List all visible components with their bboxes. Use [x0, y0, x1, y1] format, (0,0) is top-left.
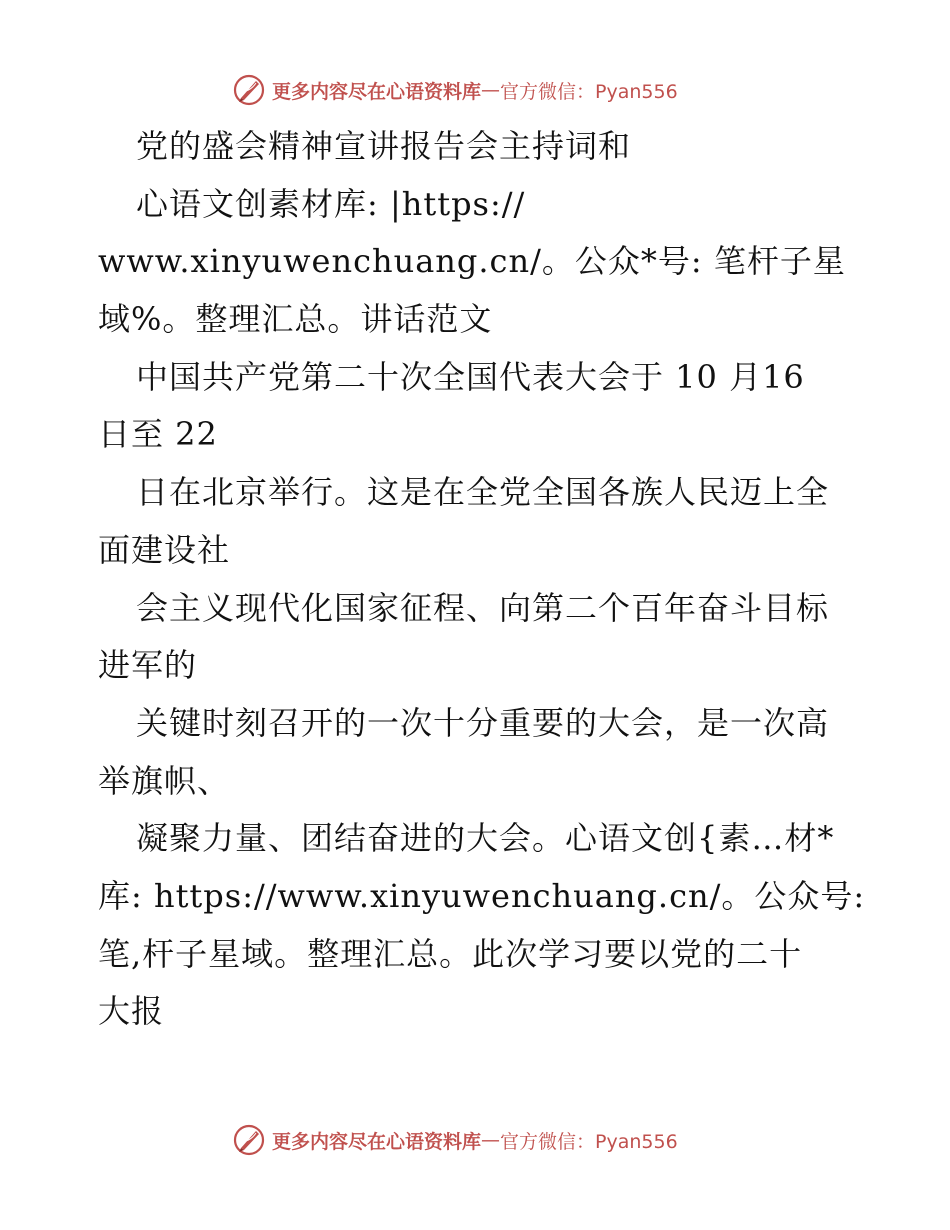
footer-wechat-text: 官方微信：Pyan556: [500, 1130, 678, 1153]
document-body: [98, 118, 866, 1041]
doc-line: 凝聚力量、团结奋进的大会。心语文创{素…材*: [136, 819, 835, 858]
doc-line: 日至 22: [98, 415, 218, 454]
doc-line: 域%。整理汇总。讲话范文: [98, 300, 493, 339]
doc-line: 进军的: [98, 646, 198, 685]
footer-brand-text: 更多内容尽在心语资料库: [272, 1130, 482, 1153]
doc-line: 举旗帜、: [98, 761, 231, 800]
header-brand-text: 更多内容尽在心语资料库: [272, 80, 482, 103]
footer-separator: —: [481, 1129, 501, 1151]
doc-line: 心语文创素材库: |https://: [136, 184, 526, 223]
doc-line: 党的盛会精神宣讲报告会主持词和: [136, 127, 632, 165]
doc-line: 库: https://www.xinyuwenchuang.cn/。公众号:: [98, 876, 866, 915]
footer-banner: [232, 1120, 678, 1160]
doc-line: 关键时刻召开的一次十分重要的大会，是一次高: [136, 703, 830, 742]
header-wechat-text: 官方微信：Pyan556: [500, 80, 678, 103]
quill-pen-logo-icon: [232, 1123, 266, 1157]
quill-pen-logo-icon: [232, 73, 266, 107]
doc-line: 日在北京举行。这是在全党全国各族人民迈上全: [136, 473, 830, 512]
header-banner: [232, 70, 678, 110]
doc-line: www.xinyuwenchuang.cn/。公众*号: 笔杆子星: [98, 242, 846, 281]
header-separator: —: [481, 79, 501, 101]
doc-line: 会主义现代化国家征程、向第二个百年奋斗目标: [136, 588, 830, 627]
doc-line: 面建设社: [98, 530, 231, 569]
doc-line: 大报: [98, 992, 165, 1031]
doc-line: 中国共产党第二十次全国代表大会于 10 月16: [136, 357, 805, 396]
doc-line: 笔,杆子星域。整理汇总。此次学习要以党的二十: [98, 934, 803, 973]
